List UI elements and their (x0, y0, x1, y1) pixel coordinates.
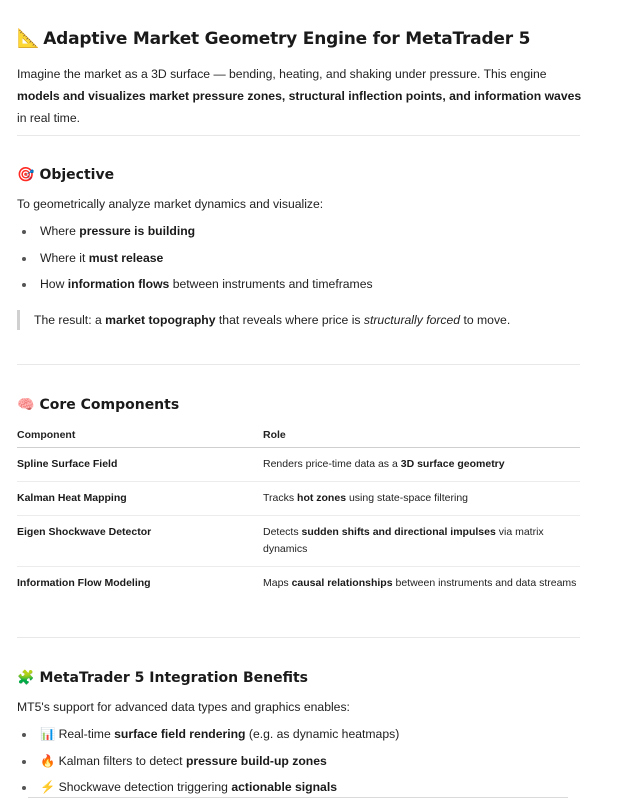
list-item-bold: pressure build-up zones (185, 753, 327, 768)
component-role (263, 516, 580, 567)
list-item-text: Where it (40, 250, 89, 265)
table-row (17, 448, 580, 482)
list-item (17, 222, 373, 249)
fire-icon: 🔥 (40, 753, 56, 768)
component-role (263, 448, 580, 482)
cutoff-element-edge (28, 797, 568, 801)
components-heading (17, 397, 179, 413)
list-item-bold: surface field rendering (114, 727, 246, 741)
table-row (17, 567, 580, 601)
bar-chart-icon: 📊 (40, 727, 56, 741)
objective-heading (17, 167, 114, 183)
role-text: Tracks (263, 492, 298, 504)
intro-paragraph (17, 63, 587, 129)
component-name: Spline Surface Field (17, 448, 263, 482)
list-item-text: How (40, 277, 68, 291)
components-heading-text: Core Components (39, 397, 180, 413)
list-item (17, 752, 399, 779)
page-title-text: Adaptive Market Geometry Engine for MetaTrader 5 (43, 29, 531, 49)
list-item-text: Where (40, 224, 80, 238)
components-table (17, 425, 580, 600)
role-text: via matrix dynamics (263, 526, 544, 555)
integration-heading-text: MetaTrader 5 Integration Benefits (39, 670, 308, 686)
intro-text-2: in real time. (17, 111, 80, 125)
component-role (263, 567, 580, 601)
table-row (17, 482, 580, 516)
intro-text-1: Imagine the market as a 3D surface — bending, heating, and shaking under pressure. This engine (17, 67, 547, 81)
role-text: between instruments and data streams (392, 577, 577, 589)
role-bold: 3D surface geometry (400, 458, 505, 470)
integration-heading (17, 670, 308, 686)
lightning-icon: ⚡ (40, 780, 56, 794)
component-name: Kalman Heat Mapping (17, 482, 263, 516)
quote-text: to move. (460, 313, 511, 327)
quote-italic: structurally forced (363, 313, 461, 327)
quote-bold: market topography (105, 313, 216, 327)
list-item (17, 725, 399, 752)
component-role (263, 482, 580, 516)
column-header-component: Component (17, 425, 263, 448)
quote-text: that reveals where price is (215, 313, 364, 327)
page-title (17, 28, 530, 49)
list-item-bold: information flows (67, 277, 170, 291)
list-item-text: (e.g. as dynamic heatmaps) (245, 727, 400, 741)
role-text: Detects (263, 526, 302, 538)
divider (17, 637, 580, 638)
role-bold: sudden shifts and directional impulses (301, 526, 496, 538)
role-text: Maps (263, 577, 292, 589)
objective-list (17, 222, 373, 302)
objective-heading-text: Objective (39, 167, 115, 183)
puzzle-icon: 🧩 (17, 670, 35, 686)
triangular-ruler-icon: 📐 (17, 28, 40, 49)
role-text: Renders price-time data as a (263, 458, 401, 470)
role-bold: causal relationships (291, 577, 393, 589)
component-name: Information Flow Modeling (17, 577, 151, 589)
role-text: using state-space filtering (346, 492, 469, 504)
list-item (17, 275, 373, 302)
quote-text: The result: a (34, 313, 106, 327)
list-item-bold: must release (88, 250, 164, 265)
intro-bold: models and visualizes market pressure zones, structural inflection points, and information waves (17, 89, 582, 103)
list-item-text: Real-time (55, 727, 115, 741)
target-icon: 🎯 (17, 167, 35, 183)
divider (17, 364, 580, 365)
list-item-text: Shockwave detection triggering (55, 780, 232, 794)
table-header-row (17, 425, 580, 448)
blockquote (17, 310, 510, 330)
role-bold: hot zones (297, 492, 347, 504)
objective-lead: To geometrically analyze market dynamics and visualize: (17, 197, 324, 211)
list-item-text: between instruments and timeframes (169, 277, 373, 291)
table-row (17, 516, 580, 567)
integration-lead: MT5's support for advanced data types and graphics enables: (17, 700, 350, 714)
integration-list (17, 725, 399, 805)
list-item-bold: actionable signals (231, 780, 338, 794)
list-item (17, 249, 373, 276)
divider (17, 135, 580, 136)
column-header-role: Role (263, 425, 580, 448)
list-item-bold: pressure is building (79, 224, 196, 238)
list-item-text: Kalman filters to detect (55, 753, 186, 768)
brain-icon: 🧠 (17, 397, 35, 413)
component-name: Eigen Shockwave Detector (17, 516, 263, 567)
